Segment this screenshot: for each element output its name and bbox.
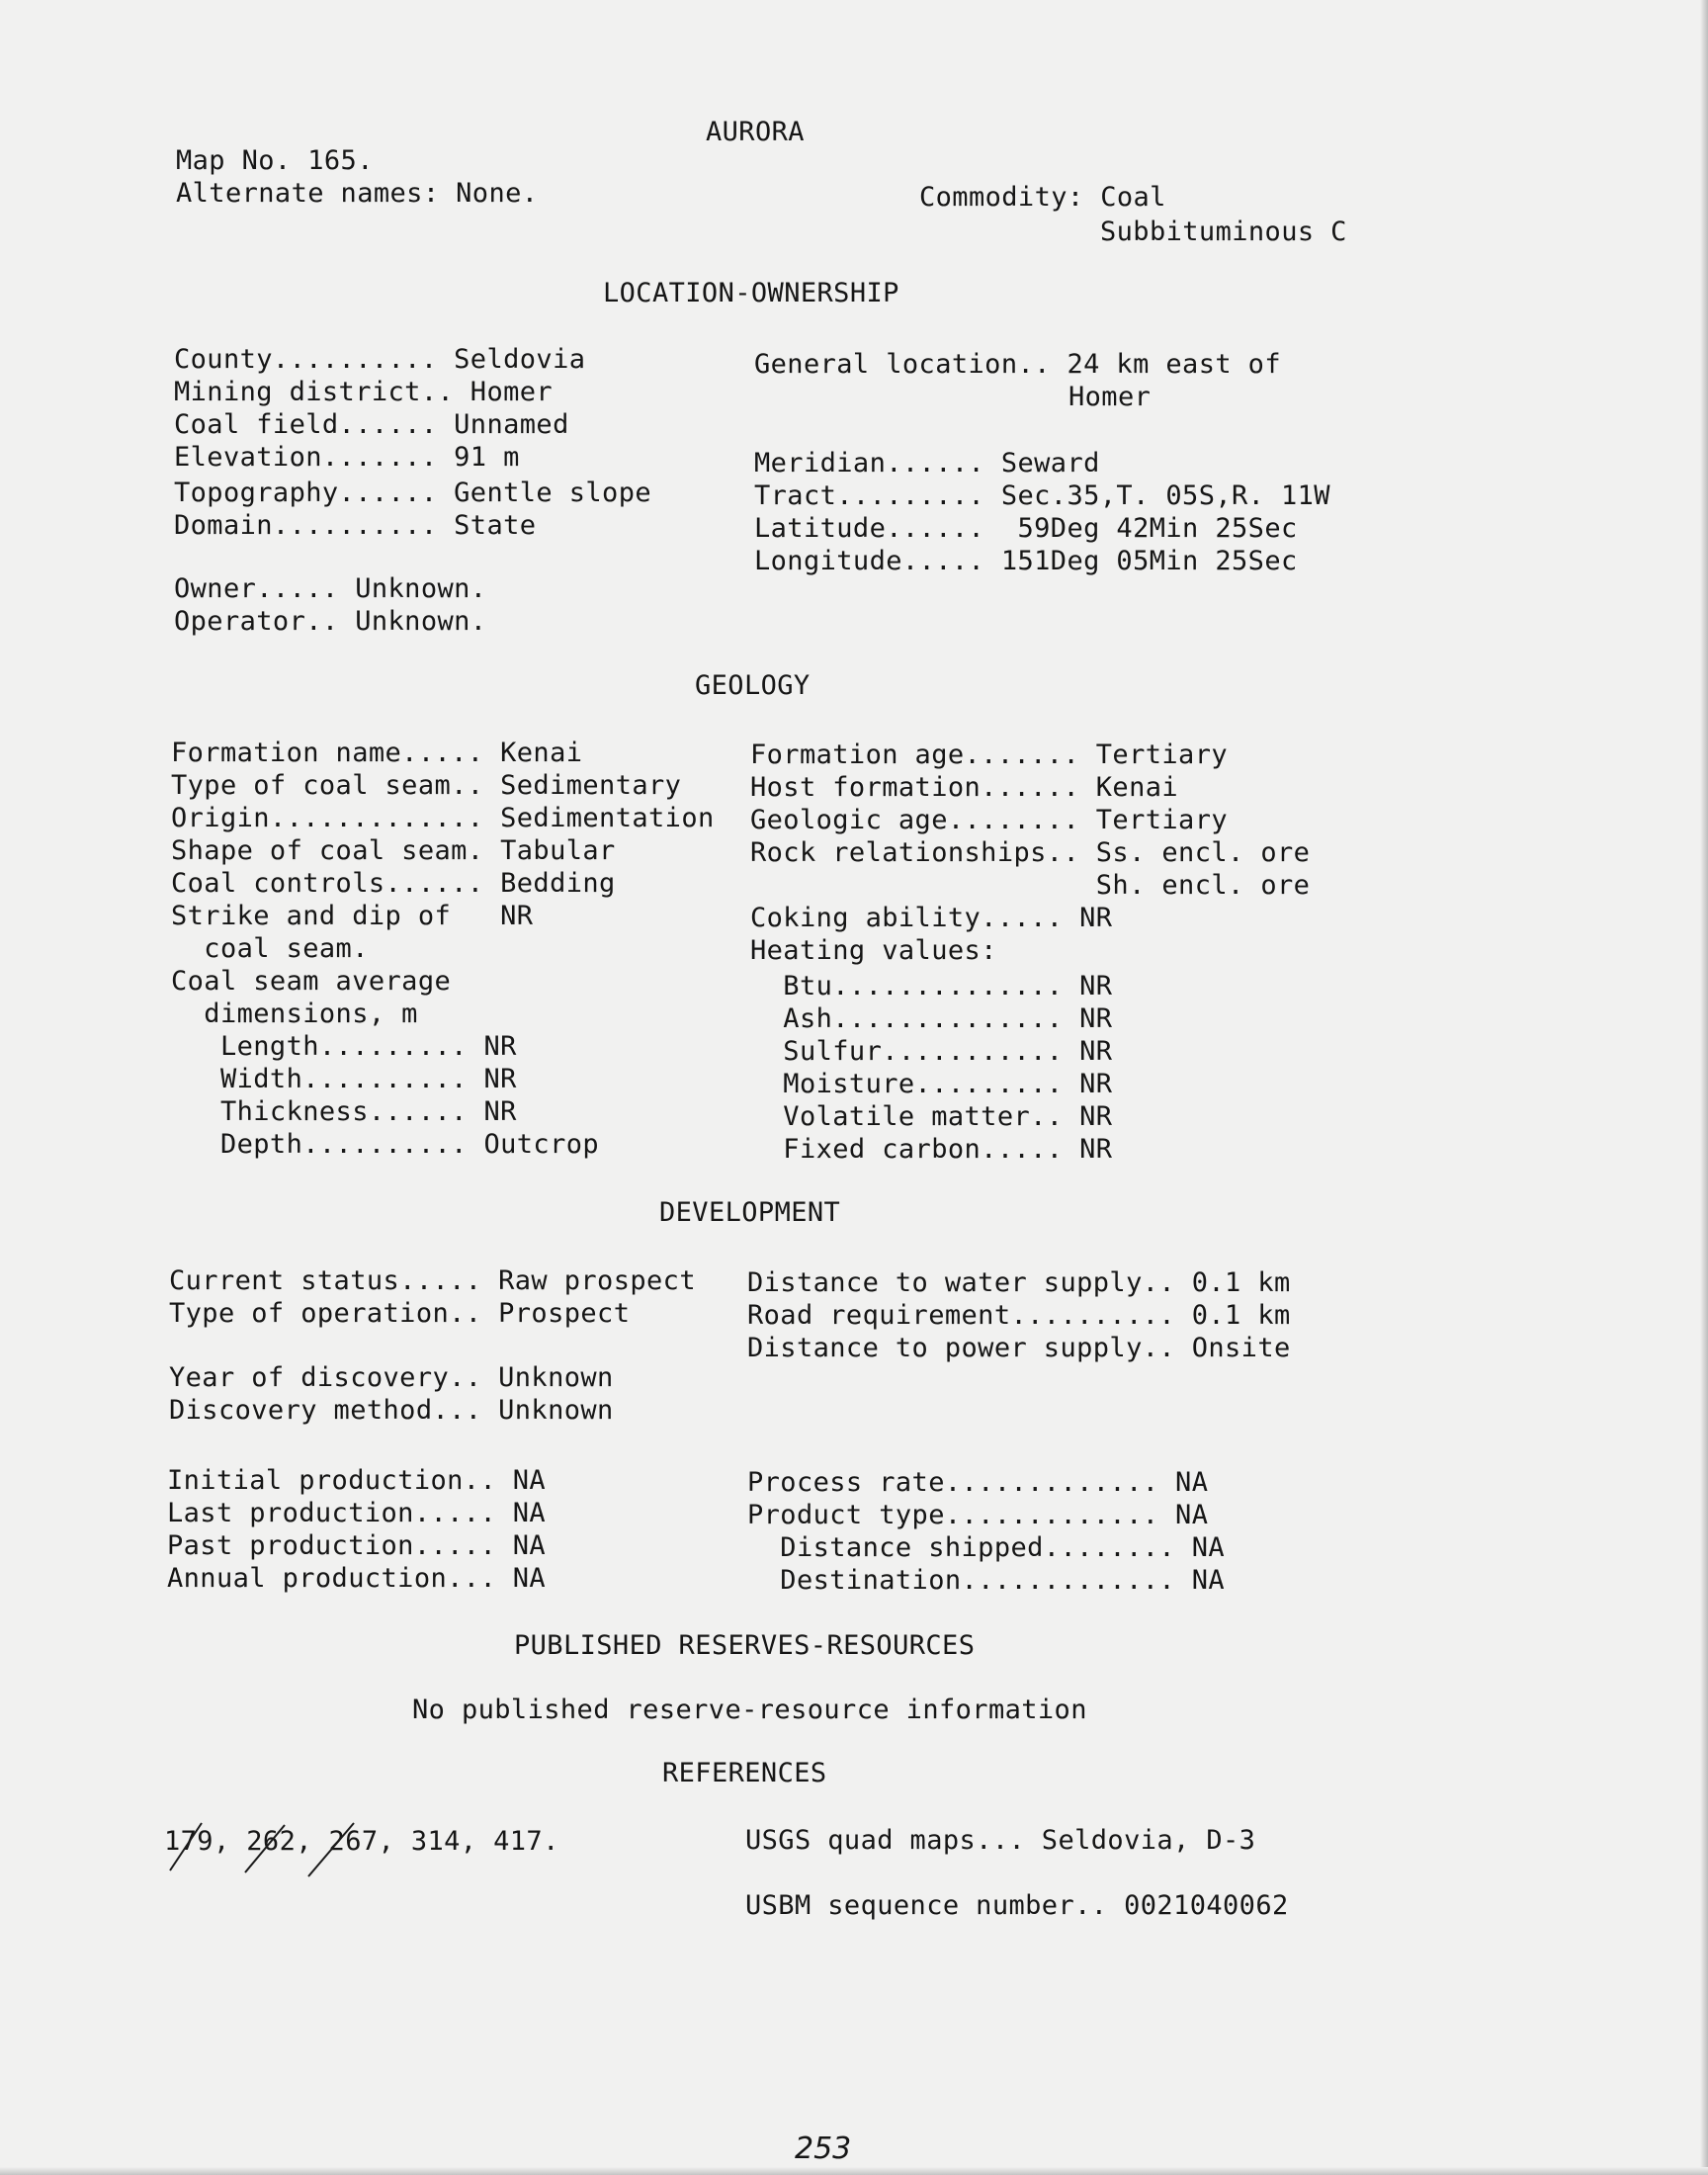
operator: Operator.. Unknown.	[174, 606, 487, 637]
location-topography: Topography...... Gentle slope	[174, 478, 652, 508]
location-tract: Tract......... Sec.35,T. 05S,R. 11W	[754, 480, 1330, 511]
map-number: Map No. 165.	[176, 145, 374, 176]
geology-volatile: Volatile matter.. NR	[750, 1101, 1113, 1132]
strike-mark-1	[170, 1823, 202, 1870]
document-title: AURORA	[706, 117, 805, 147]
location-mining-district: Mining district.. Homer	[174, 377, 554, 407]
strike-mark-3	[308, 1823, 354, 1876]
page-number: 253	[795, 2132, 852, 2166]
geology-width: Width.......... NR	[171, 1064, 517, 1094]
dev-year-of-discovery: Year of discovery.. Unknown	[169, 1362, 614, 1393]
prod-distance-shipped: Distance shipped........ NA	[747, 1532, 1226, 1563]
geology-geologic-age: Geologic age........ Tertiary	[750, 805, 1229, 835]
reserves-text: No published reserve-resource information	[412, 1695, 1087, 1725]
prod-past: Past production..... NA	[167, 1530, 547, 1561]
usbm-sequence: USBM sequence number.. 0021040062	[745, 1890, 1289, 1921]
location-elevation: Elevation....... 91 m	[174, 442, 520, 473]
geology-dimensions: dimensions, m	[171, 999, 418, 1029]
geology-controls: Coal controls...... Bedding	[171, 868, 616, 899]
geology-rock-relationships: Rock relationships.. Ss. encl. ore	[750, 837, 1311, 868]
section-heading-development: DEVELOPMENT	[659, 1197, 841, 1228]
prod-product-type: Product type............. NA	[747, 1500, 1209, 1530]
geology-ash: Ash.............. NR	[750, 1003, 1113, 1034]
section-heading-references: REFERENCES	[662, 1758, 827, 1788]
reference-strikethrough-marks	[168, 1819, 583, 1878]
geology-thickness: Thickness...... NR	[171, 1096, 517, 1127]
location-longitude: Longitude..... 151Deg 05Min 25Sec	[754, 546, 1298, 576]
location-general-cont: Homer	[1068, 382, 1152, 412]
dev-discovery-method: Discovery method... Unknown	[169, 1395, 614, 1426]
section-heading-location: LOCATION-OWNERSHIP	[603, 278, 899, 308]
section-heading-geology: GEOLOGY	[695, 670, 811, 701]
strike-mark-2	[245, 1825, 285, 1872]
prod-annual: Annual production... NA	[167, 1563, 547, 1594]
geology-sulfur: Sulfur........... NR	[750, 1036, 1113, 1067]
prod-process-rate: Process rate............. NA	[747, 1467, 1209, 1498]
location-latitude: Latitude...... 59Deg 42Min 25Sec	[754, 513, 1298, 544]
geology-fixed-carbon: Fixed carbon..... NR	[750, 1134, 1113, 1165]
geology-host-formation: Host formation...... Kenai	[750, 772, 1179, 803]
commodity: Commodity: Coal	[919, 182, 1166, 213]
geology-shape: Shape of coal seam. Tabular	[171, 835, 616, 866]
location-county: County.......... Seldovia	[174, 344, 586, 375]
location-domain: Domain.......... State	[174, 510, 537, 541]
prod-initial: Initial production.. NA	[167, 1465, 547, 1496]
geology-formation-name: Formation name..... Kenai	[171, 738, 583, 768]
geology-formation-age: Formation age....... Tertiary	[750, 740, 1229, 770]
location-meridian: Meridian...... Seward	[754, 448, 1100, 478]
geology-length: Length......... NR	[171, 1031, 517, 1062]
location-general: General location.. 24 km east of	[754, 349, 1281, 380]
geology-coking-ability: Coking ability..... NR	[750, 903, 1113, 933]
prod-last: Last production..... NA	[167, 1498, 547, 1528]
location-coal-field: Coal field...... Unnamed	[174, 409, 569, 440]
geology-type-of-seam: Type of coal seam.. Sedimentary	[171, 770, 682, 801]
dev-current-status: Current status..... Raw prospect	[169, 1265, 696, 1296]
geology-btu: Btu.............. NR	[750, 971, 1113, 1001]
section-heading-reserves: PUBLISHED RESERVES-RESOURCES	[514, 1630, 976, 1661]
dev-type-of-operation: Type of operation.. Prospect	[169, 1298, 631, 1329]
scan-edge-bottom	[0, 2167, 1708, 2175]
dev-water-supply: Distance to water supply.. 0.1 km	[747, 1267, 1291, 1298]
geology-strike-dip-cont: coal seam.	[171, 933, 369, 964]
dev-road-requirement: Road requirement.......... 0.1 km	[747, 1300, 1291, 1331]
geology-moisture: Moisture......... NR	[750, 1069, 1113, 1099]
scan-edge-right	[1700, 0, 1708, 2175]
geology-depth: Depth.......... Outcrop	[171, 1129, 600, 1160]
geology-strike-dip: Strike and dip of NR	[171, 901, 534, 931]
alternate-names: Alternate names: None.	[176, 178, 539, 209]
dev-power-supply: Distance to power supply.. Onsite	[747, 1333, 1291, 1363]
geology-heating-values: Heating values:	[750, 935, 997, 966]
prod-destination: Destination............. NA	[747, 1565, 1226, 1596]
usgs-quad-maps: USGS quad maps... Seldovia, D-3	[745, 1825, 1256, 1856]
commodity-type: Subbituminous C	[1100, 217, 1347, 247]
owner: Owner..... Unknown.	[174, 573, 487, 604]
geology-rock-relationships-cont: Sh. encl. ore	[750, 870, 1311, 901]
references-list: 179, 262, 267, 314, 417.	[164, 1826, 559, 1857]
geology-origin: Origin............. Sedimentation	[171, 803, 715, 833]
geology-seam-average: Coal seam average	[171, 966, 452, 997]
